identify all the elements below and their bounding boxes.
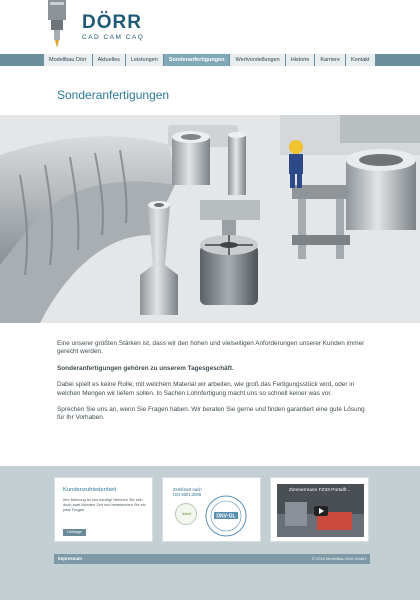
click-stamp-label: klick! — [182, 512, 192, 516]
video-player[interactable] — [277, 484, 364, 537]
nav-item-sonderanfertigungen[interactable]: Sonderanfertigungen — [164, 54, 231, 66]
video-title: Zimmermann FZ33 Portalfr... — [289, 488, 351, 493]
nav-item-historie[interactable]: Historie — [286, 54, 316, 66]
content-paragraph: Eine unserer größten Stärken ist, dass wir den hohen und vielseitigen Anforderungen unserer Kunden immer gerecht werden. — [57, 340, 365, 356]
nav-item-aktuelles[interactable]: Aktuelles — [93, 54, 126, 66]
certificate-label — [173, 487, 202, 497]
brand-name: DÖRR — [82, 12, 142, 33]
content-paragraph: Dabei spielt es keine Rolle, mit welchem Material wir arbeiten, wie groß das Fertigungsstück wird, oder in welchen Mengen wir liefern sollen. In Sachen Lohnfertigung macht uns so schnell keiner was vor. — [57, 381, 355, 397]
dnv-gl-seal-icon — [205, 495, 247, 537]
machined-parts-illustration — [0, 115, 420, 323]
nav-item-karriere[interactable]: Karriere — [315, 54, 346, 66]
cnc-spindle-logo-icon[interactable] — [42, 0, 72, 50]
brand-logo[interactable] — [82, 14, 144, 41]
nav-item-modellbau-dörr[interactable]: Modellbau Dörr — [44, 54, 93, 66]
nav-item-leistungen[interactable]: Leistungen — [126, 54, 164, 66]
svg-text:DNV·GL: DNV·GL — [216, 513, 236, 520]
content-paragraph: Sprechen Sie uns an, wenn Sie Fragen haben. Wir beraten Sie gerne und finden garantiert eine gute Lösung für Ihr Vorhaben. — [57, 406, 365, 422]
hero-image — [0, 115, 420, 323]
nav-item-wertvorstellungen[interactable]: Wertvorstellungen — [230, 54, 285, 66]
certificate-card[interactable] — [162, 477, 261, 542]
impressum-link[interactable]: Impressum — [58, 556, 83, 561]
footer-bar — [54, 554, 370, 564]
content-highlight: Sonderanfertigungen gehören zu unserem Tagesgeschäft. — [57, 364, 234, 372]
certificate-label-line1: Zertifiziert nach — [173, 487, 202, 492]
survey-card-title: Kundenzufriedenheit — [63, 487, 117, 493]
nav-item-kontakt[interactable]: Kontakt — [346, 54, 376, 66]
survey-button[interactable]: Umfrage — [63, 529, 86, 536]
certificate-label-line2: ISO 9001:2008 — [173, 492, 202, 497]
page-content — [57, 340, 367, 431]
copyright-text: © 2016 Modellbau Dörr GmbH — [311, 556, 366, 561]
play-icon[interactable] — [314, 506, 328, 516]
video-card — [270, 477, 369, 542]
customer-survey-card — [54, 477, 153, 542]
page-title: Sonderanfertigungen — [57, 88, 170, 102]
survey-card-text: Ihre Meinung ist uns wichtig! Nehmen Sie sich doch zwei Minuten Zeit und beantworten Sie ein paar Fragen — [63, 497, 146, 512]
click-stamp-icon[interactable] — [175, 503, 197, 525]
site-header — [0, 0, 420, 54]
brand-tagline: CAD CAM CAQ — [82, 34, 145, 41]
main-navigation — [0, 54, 420, 66]
